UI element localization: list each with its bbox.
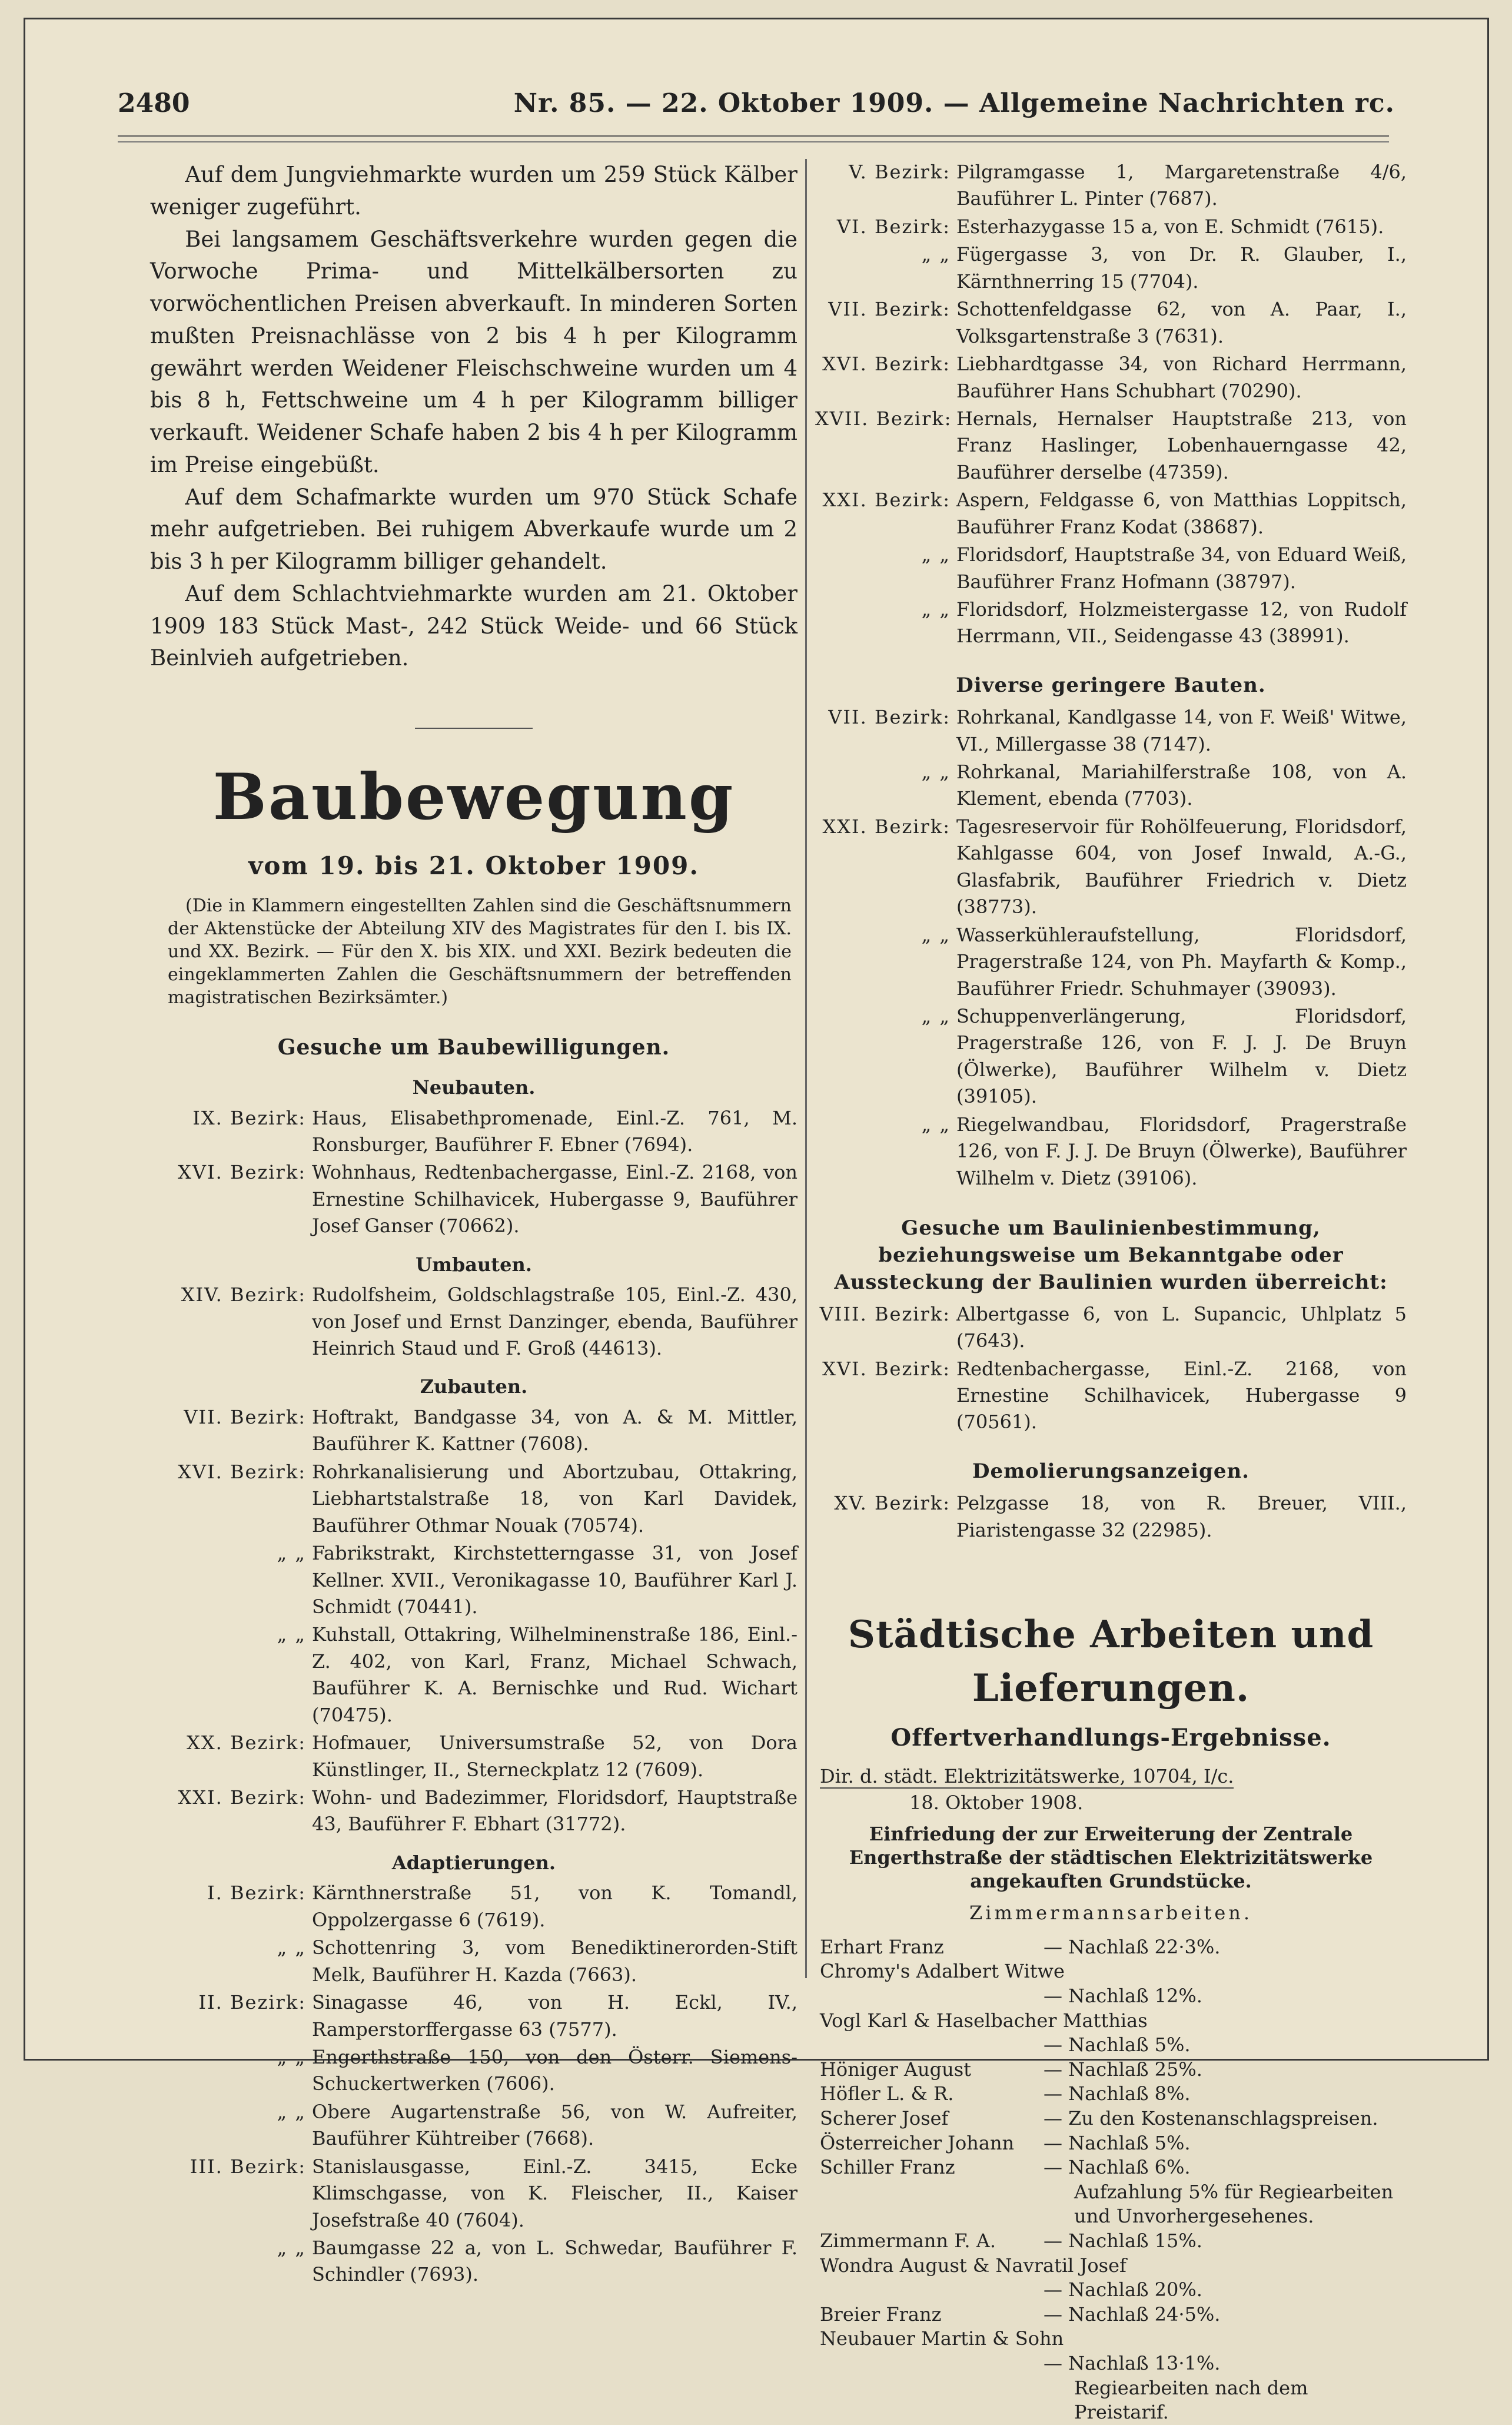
- page-number: 2480: [118, 88, 190, 118]
- district-label: XVI. Bezirk:: [822, 1357, 951, 1380]
- entry-text: Fügergasse 3, von Dr. R. Glauber, I., Kärnthnerring 15 (7704).: [956, 243, 1407, 293]
- permit-entry: [150, 1540, 797, 1620]
- permit-entry: [815, 704, 1407, 758]
- entry-text: Pilgramgasse 1, Margaretenstraße 4/6, Bauführer L. Pinter (7687).: [956, 161, 1407, 210]
- permit-entry: [815, 1490, 1407, 1544]
- permit-entry: [815, 1112, 1407, 1192]
- district-label: V. Bezirk:: [849, 161, 951, 183]
- entry-text: Sinagasse 46, von H. Eckl, IV., Ramperstorffergasse 63 (7577).: [312, 1991, 797, 2041]
- entry-text: Hofmauer, Universumstraße 52, von Dora Künstlinger, II., Sterneckplatz 12 (7609).: [312, 1731, 797, 1781]
- permit-entry: [150, 1989, 797, 2043]
- permit-entry: [815, 759, 1407, 812]
- district-label: XXI. Bezirk:: [822, 815, 951, 838]
- permit-entry: [150, 2235, 797, 2288]
- permit-entry: [150, 1459, 797, 1539]
- bid-note: Aufzahlung 5% für Regiearbeiten und Unvorhergesehenes.: [1074, 2180, 1394, 2228]
- column-divider: [805, 159, 807, 1978]
- permit-entry: [815, 814, 1407, 921]
- bid-row: [815, 2229, 1407, 2254]
- entry-text: Pelzgasse 18, von R. Breuer, VIII., Piaristengasse 32 (22985).: [956, 1492, 1407, 1541]
- bid-value: — Nachlaß 15%.: [1044, 2230, 1202, 2252]
- district-label: XVI. Bezirk:: [822, 353, 951, 376]
- baubewegung-title: Baubewegung: [212, 760, 735, 834]
- district-label: VI. Bezirk:: [836, 215, 951, 238]
- bidder-name: Scherer Josef: [820, 2107, 949, 2130]
- market-paragraph: Auf dem Schlachtviehmarkte wurden am 21. Oktober 1909 183 Stück Mast-, 242 Stück Weide- und 66 Stück Beinlvieh aufgetrieben.: [150, 580, 797, 671]
- trade-heading: Zimmermannsarbeiten.: [969, 1902, 1253, 1925]
- entry-text: Esterhazygasse 15 a, von E. Schmidt (7615).: [956, 215, 1384, 238]
- district-label: VII. Bezirk:: [184, 1405, 306, 1428]
- district-label: „ „: [921, 243, 951, 266]
- permit-entry: [815, 1301, 1407, 1355]
- entry-text: Hoftrakt, Bandgasse 34, von A. & M. Mittler, Bauführer K. Kattner (7608).: [312, 1405, 797, 1455]
- bidder-name: Wondra August & Navratil Josef: [820, 2254, 1126, 2277]
- entry-text: Rudolfsheim, Goldschlagstraße 105, Einl.-Z. 430, von Josef und Ernst Danzinger, ebenda, Bauführer Heinrich Staud und F. Groß (44613).: [312, 1283, 797, 1360]
- entry-text: Floridsdorf, Holzmeistergasse 12, von Rudolf Herrmann, VII., Seidengasse 43 (38991).: [956, 598, 1407, 648]
- bid-row: [815, 2009, 1407, 2033]
- bid-value: — Nachlaß 24·5%.: [1044, 2303, 1221, 2326]
- bid-value: — Nachlaß 25%.: [1044, 2058, 1202, 2081]
- entry-text: Schuppenverlängerung, Floridsdorf, Pragerstraße 126, von F. J. J. De Bruyn (Ölwerke), Bauführer Wilhelm v. Dietz (39105).: [956, 1004, 1407, 1108]
- district-label: VII. Bezirk:: [828, 706, 951, 729]
- bid-row: [815, 2278, 1407, 2303]
- entry-text: Wohnhaus, Redtenbachergasse, Einl.-Z. 2168, von Ernestine Schilhavicek, Hubergasse 9, Bauführer Josef Ganser (70662).: [312, 1161, 797, 1238]
- permit-entry: [150, 1159, 797, 1239]
- baulinien-heading: Gesuche um Baulinienbestimmung, beziehungsweise um Bekanntgabe oder Aussteckung der Baulinien wurden überreicht:: [834, 1216, 1388, 1294]
- permit-entry: [815, 406, 1407, 486]
- district-label: VII. Bezirk:: [828, 298, 951, 321]
- permit-entry: [150, 2044, 797, 2098]
- directorate-reference-text: Dir. d. städt. Elektrizitätswerke, 10704, I/c.: [820, 1764, 1234, 1787]
- permit-entry: [815, 241, 1407, 295]
- left-column: [150, 159, 797, 2290]
- bid-row: [815, 2254, 1407, 2278]
- bid-value: — Nachlaß 12%.: [1044, 1985, 1202, 2008]
- entry-text: Wasserkühleraufstellung, Floridsdorf, Pragerstraße 124, von Ph. Mayfarth & Komp., Bauführer Friedr. Schuhmayer (39093).: [956, 923, 1407, 1000]
- bidder-name: Schiller Franz: [820, 2156, 955, 2179]
- district-label: „ „: [277, 2045, 306, 2068]
- district-label: „ „: [277, 1542, 306, 1565]
- market-paragraph: Auf dem Jungviehmarkte wurden um 259 Stück Kälber weniger zugeführt.: [150, 162, 797, 220]
- entry-text: Hernals, Hernalser Hauptstraße 213, von Franz Haslinger, Lobenhauerngasse 42, Bauführer derselbe (47359).: [956, 407, 1407, 483]
- entry-text: Rohrkanal, Mariahilferstraße 108, von A. Klement, ebenda (7703).: [956, 761, 1407, 810]
- bid-row: [815, 1935, 1407, 1960]
- bid-value: — Nachlaß 20%.: [1044, 2278, 1202, 2301]
- district-label: XXI. Bezirk:: [822, 489, 951, 512]
- running-title: Nr. 85. — 22. Oktober 1909. — Allgemeine Nachrichten rc.: [513, 88, 1395, 118]
- adaptierungen-heading: Adaptierungen.: [391, 1851, 556, 1874]
- entry-text: Albertgasse 6, von L. Supancic, Uhlplatz 5 (7643).: [956, 1302, 1407, 1352]
- right-column: [815, 159, 1407, 2425]
- bidder-name: Neubauer Martin & Sohn: [820, 2327, 1064, 2350]
- district-label: XVII. Bezirk:: [815, 407, 952, 430]
- header-rule: [118, 135, 1389, 142]
- bid-note: Regiearbeiten nach dem Preistarif.: [1074, 2376, 1308, 2424]
- district-label: XXI. Bezirk:: [178, 1786, 306, 1809]
- bidder-name: Chromy's Adalbert Witwe: [820, 1960, 1065, 1983]
- entry-text: Liebhardtgasse 34, von Richard Herrmann, Bauführer Hans Schubhart (70290).: [956, 353, 1407, 402]
- negotiation-date: 18. Oktober 1908.: [909, 1792, 1084, 1814]
- district-label: „ „: [277, 1623, 306, 1646]
- bid-row: [815, 2033, 1407, 2058]
- diverse-heading: Diverse geringere Bauten.: [956, 673, 1266, 697]
- district-label: „ „: [277, 2100, 306, 2123]
- permit-entry: [815, 214, 1407, 240]
- permit-entry: [150, 1105, 797, 1159]
- entry-text: Schottenring 3, vom Benediktinerorden-Stift Melk, Bauführer H. Kazda (7663).: [312, 1936, 797, 1986]
- bidder-name: Vogl Karl & Haselbacher Matthias: [820, 2009, 1148, 2032]
- bid-row: [815, 2131, 1407, 2156]
- district-label: „ „: [921, 598, 951, 621]
- arbeiten-subtitle: Offertverhandlungs-Ergebnisse.: [890, 1723, 1331, 1751]
- entry-text: Schottenfeldgasse 62, von A. Paar, I., Volksgartenstraße 3 (7631).: [956, 298, 1407, 347]
- district-label: I. Bezirk:: [207, 1882, 306, 1905]
- entry-text: Engerthstraße 150, von den Österr. Siemens-Schuckertwerken (7606).: [312, 2045, 797, 2095]
- district-label: „ „: [921, 1004, 951, 1027]
- district-label: „ „: [921, 1113, 951, 1136]
- permit-entry: [150, 1282, 797, 1362]
- bid-value: — Nachlaß 13·1%.: [1044, 2351, 1221, 2374]
- bid-row: [815, 2106, 1407, 2131]
- entry-text: Haus, Elisabethpromenade, Einl.-Z. 761, M. Ronsburger, Bauführer F. Ebner (7694).: [312, 1106, 797, 1156]
- bid-row: [815, 2058, 1407, 2082]
- permit-entry: [150, 2099, 797, 2152]
- bid-row: [815, 2351, 1407, 2376]
- entry-text: Fabrikstrakt, Kirchstetterngasse 31, von Josef Kellner. XVII., Veronikagasse 10, Bauführer Karl J. Schmidt (70441).: [312, 1542, 797, 1618]
- permit-entry: [150, 1880, 797, 1933]
- bid-value: — Nachlaß 22·3%.: [1044, 1935, 1221, 1958]
- district-label: XV. Bezirk:: [834, 1492, 951, 1515]
- project-title: Einfriedung der zur Erweiterung der Zentrale Engerthstraße der städtischen Elektrizitätswerke angekauften Grundstücke.: [849, 1823, 1373, 1893]
- bid-value: — Nachlaß 5%.: [1044, 2131, 1191, 2154]
- bidder-name: Breier Franz: [820, 2303, 942, 2326]
- entry-text: Aspern, Feldgasse 6, von Matthias Loppitsch, Bauführer Franz Kodat (38687).: [956, 489, 1407, 538]
- entry-text: Wohn- und Badezimmer, Floridsdorf, Hauptstraße 43, Bauführer F. Ebhart (31772).: [312, 1786, 797, 1836]
- bidder-name: Höniger August: [820, 2058, 971, 2081]
- permit-entry: [150, 2154, 797, 2234]
- entry-text: Stanislausgasse, Einl.-Z. 3415, Ecke Klimschgasse, von K. Fleischer, II., Kaiser Josefstraße 40 (7604).: [312, 2155, 797, 2231]
- permit-entry: [815, 351, 1407, 404]
- bidder-name: Zimmermann F. A.: [820, 2230, 996, 2252]
- permit-entry: [815, 1003, 1407, 1110]
- permit-entry: [150, 1784, 797, 1838]
- bid-row: [815, 1984, 1407, 2009]
- zubauten-heading: Zubauten.: [420, 1375, 528, 1398]
- permit-entry: [150, 1404, 797, 1458]
- district-label: „ „: [921, 923, 951, 946]
- district-label: „ „: [277, 2237, 306, 2260]
- arbeiten-title: Städtische Arbeiten und Lieferungen.: [848, 1613, 1374, 1710]
- district-label: „ „: [921, 761, 951, 784]
- district-label: „ „: [277, 1936, 306, 1959]
- bid-value: — Zu den Kostenanschlagspreisen.: [1044, 2107, 1378, 2130]
- bid-row: [815, 2155, 1407, 2180]
- page-header: [118, 88, 1395, 130]
- bid-value: — Nachlaß 8%.: [1044, 2082, 1191, 2105]
- permit-entry: [150, 1935, 797, 1988]
- entry-text: Rohrkanalisierung und Abortzubau, Ottakring, Liebhartstalstraße 18, von Karl Davidek, Bauführer Othmar Nouak (70574).: [312, 1460, 797, 1537]
- district-label: IX. Bezirk:: [192, 1106, 306, 1129]
- entry-text: Redtenbachergasse, Einl.-Z. 2168, von Ernestine Schilhavicek, Hubergasse 9 (70561).: [956, 1357, 1407, 1434]
- entry-text: Obere Augartenstraße 56, von W. Aufreiter, Bauführer Kühtreiber (7668).: [312, 2100, 797, 2150]
- entry-text: Floridsdorf, Hauptstraße 34, von Eduard Weiß, Bauführer Franz Hofmann (38797).: [956, 543, 1407, 593]
- baubewegung-note: (Die in Klammern eingestellten Zahlen sind die Geschäftsnummern der Aktenstücke der Abteilung XIV des Magistrates für den I. bis IX. und XX. Bezirk. — Für den X. bis XIX. und XXI. Bezirk bedeuten die eingeklammerten Zahlen die Geschäftsnummern der betreffenden magistratischen Bezirksämter.): [168, 895, 792, 1008]
- entry-text: Baumgasse 22 a, von L. Schwedar, Bauführer F. Schindler (7693).: [312, 2237, 797, 2286]
- permit-entry: [815, 596, 1407, 650]
- permit-entry: [815, 922, 1407, 1002]
- bidder-name: Erhart Franz: [820, 1935, 944, 1958]
- district-label: XVI. Bezirk:: [178, 1460, 306, 1483]
- entry-text: Tagesreservoir für Rohölfeuerung, Floridsdorf, Kahlgasse 604, von Josef Inwald, A.-G., Glasfabrik, Bauführer Friedrich v. Dietz (38773).: [956, 815, 1407, 918]
- permit-entry: [150, 1730, 797, 1783]
- bid-value: — Nachlaß 6%.: [1044, 2156, 1191, 2179]
- permit-entry: [150, 1621, 797, 1729]
- district-label: XVI. Bezirk:: [178, 1161, 306, 1184]
- district-label: III. Bezirk:: [190, 2155, 306, 2178]
- district-label: XIV. Bezirk:: [181, 1283, 306, 1306]
- bid-row: [815, 2303, 1407, 2327]
- bid-row: [815, 2327, 1407, 2351]
- directorate-reference: [820, 1763, 1407, 1790]
- permit-entry: [815, 159, 1407, 213]
- entry-text: Kärnthnerstraße 51, von K. Tomandl, Oppolzergasse 6 (7619).: [312, 1882, 797, 1931]
- bid-row: [815, 2082, 1407, 2106]
- baubewegung-subtitle: vom 19. bis 21. Oktober 1909.: [248, 851, 699, 881]
- section-separator: [415, 728, 533, 729]
- market-paragraph: Auf dem Schafmarkte wurden um 970 Stück Schafe mehr aufgetrieben. Bei ruhigem Abverkaufe wurde um 2 bis 3 h per Kilogramm billiger gehandelt.: [150, 484, 797, 574]
- permit-entry: [815, 487, 1407, 540]
- district-label: XX. Bezirk:: [187, 1731, 306, 1754]
- bidder-name: Höfler L. & R.: [820, 2082, 954, 2105]
- bid-value: — Nachlaß 5%.: [1044, 2033, 1191, 2056]
- demolierung-heading: Demolierungsanzeigen.: [972, 1459, 1250, 1483]
- permit-entry: [815, 1356, 1407, 1436]
- permit-entry: [815, 296, 1407, 350]
- umbauten-heading: Umbauten.: [416, 1253, 532, 1276]
- district-label: VIII. Bezirk:: [819, 1302, 951, 1325]
- gesuche-heading: Gesuche um Baubewilligungen.: [277, 1034, 670, 1060]
- entry-text: Riegelwandbau, Floridsdorf, Pragerstraße 126, von F. J. J. De Bruyn (Ölwerke), Bauführer Wilhelm v. Dietz (39106).: [956, 1113, 1407, 1189]
- permit-entry: [815, 542, 1407, 595]
- entry-text: Rohrkanal, Kandlgasse 14, von F. Weiß' Witwe, VI., Millergasse 38 (7147).: [956, 706, 1407, 755]
- district-label: „ „: [921, 543, 951, 566]
- entry-text: Kuhstall, Ottakring, Wilhelminenstraße 186, Einl.-Z. 402, von Karl, Franz, Michael Schwach, Bauführer K. A. Bernischke und Rud. Wichart (70475).: [312, 1623, 797, 1726]
- neubauten-heading: Neubauten.: [412, 1076, 536, 1099]
- bidder-name: Österreicher Johann: [820, 2131, 1015, 2154]
- market-paragraph: Bei langsamem Geschäftsverkehre wurden gegen die Vorwoche Prima- und Mittelkälbersorten zu vorwöchentlichen Preisen abverkauft. In minderen Sorten mußten Preisnachlässe von 2 bis 4 h per Kilogramm gewährt werden Weidener Fleischschweine wurden um 4 bis 8 h, Fettschweine um 4 h per Kilogramm billiger verkauft. Weidener Schafe haben 2 bis 4 h per Kilogramm im Preise eingebüßt.: [150, 226, 797, 477]
- bid-row: [815, 1959, 1407, 1984]
- district-label: II. Bezirk:: [198, 1991, 306, 2014]
